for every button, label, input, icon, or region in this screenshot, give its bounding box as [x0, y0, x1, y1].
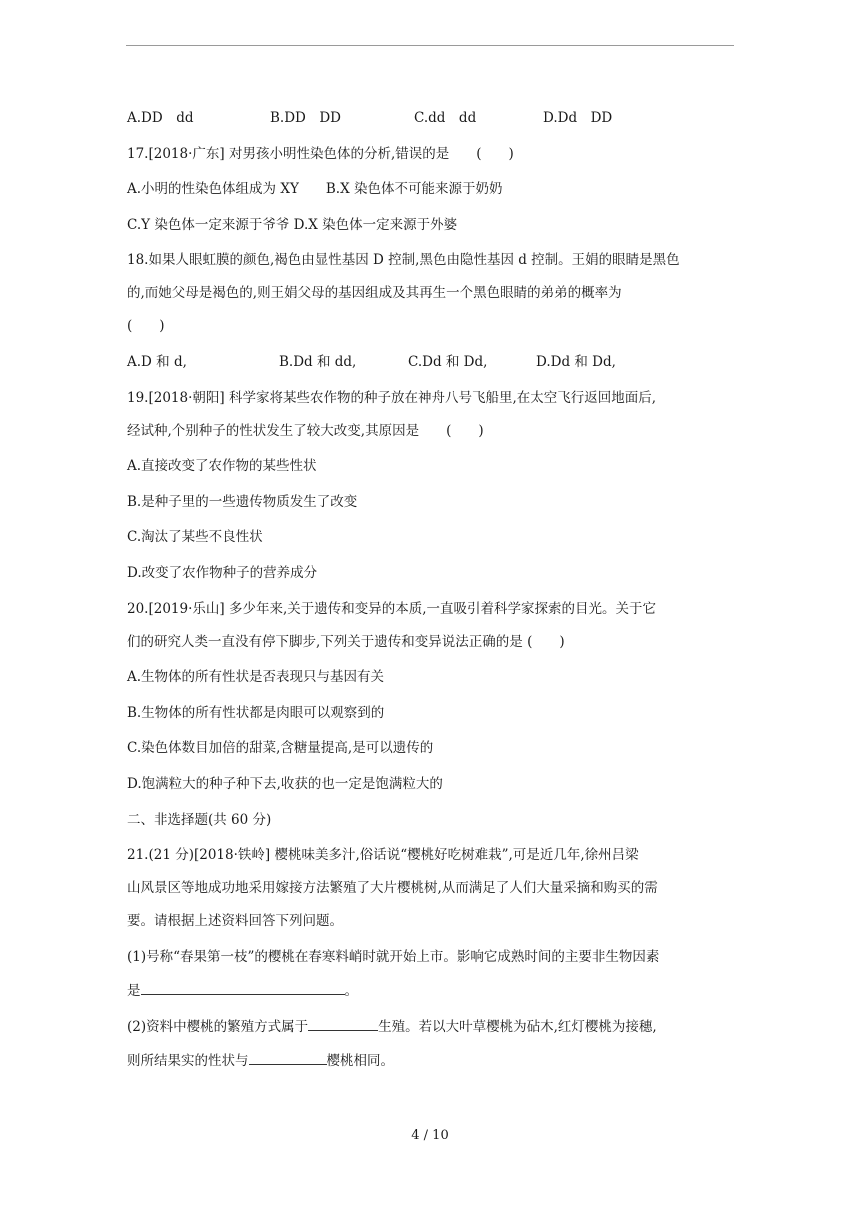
q17-options-row1: A.小明的性染色体组成为 XY B.X 染色体不可能来源于奶奶 [127, 181, 503, 198]
q21-part2-line1 [127, 1016, 737, 1037]
q21-line1: 21.(21 分)[2018·铁岭] 樱桃味美多汁,俗话说“樱桃好吃树难栽”,可是近几年,徐州吕梁 [127, 847, 639, 864]
q19-option-d: D.改变了农作物种子的营养成分 [127, 564, 318, 581]
q20-line2: 们的研究人类一直没有停下脚步,下列关于遗传和变异说法正确的是 ( ) [127, 633, 565, 650]
q18-line3: ( ) [127, 318, 165, 335]
q20-line1: 20.[2019·乐山] 多少年来,关于遗传和变异的本质,一直吸引着科学家探索的目光。关于它 [127, 600, 657, 617]
page-content [127, 108, 737, 1087]
part2-mid: 生殖。若以大叶草樱桃为砧木,红灯樱桃为接穗, [378, 1019, 657, 1036]
answer-blank-2[interactable] [308, 1016, 378, 1031]
q20-option-b: B.生物体的所有性状都是肉眼可以观察到的 [127, 704, 385, 721]
q20-option-d: D.饱满粒大的种子种下去,收获的也一定是饱满粒大的 [127, 775, 443, 792]
q18-line2: 的,而她父母是褐色的,则王娟父母的基因组成及其再生一个黑色眼睛的弟弟的概率为 [127, 285, 622, 302]
q19-line1: 19.[2018·朝阳] 科学家将某些农作物的种子放在神舟八号飞船里,在太空飞行返回地面后, [127, 389, 657, 406]
q20-option-c: C.染色体数目加倍的甜菜,含糖量提高,是可以遗传的 [127, 740, 434, 757]
q16-options [127, 108, 737, 128]
q17-stem: 17.[2018·广东] 对男孩小明性染色体的分析,错误的是 ( ) [127, 145, 514, 162]
q21-part1-line1: (1)号称“春果第一枝”的樱桃在春寒料峭时就开始上市。影响它成熟时间的主要非生物因素 [127, 948, 660, 965]
part1-suffix: 。 [344, 982, 358, 999]
q19-option-c: C.淘汰了某些不良性状 [127, 529, 263, 546]
page-number: 4 / 10 [411, 1128, 449, 1143]
q20-option-a: A.生物体的所有性状是否表现只与基因有关 [127, 669, 385, 686]
part1-prefix: 是 [127, 982, 141, 999]
q21-part1-line2 [127, 980, 737, 1001]
option-a: A.DD dd [127, 110, 194, 126]
option-d: D.Dd DD [543, 110, 613, 126]
option-c: C.dd dd [414, 110, 477, 126]
q18-options [127, 352, 737, 372]
q19-option-a: A.直接改变了农作物的某些性状 [127, 458, 317, 475]
option-b: B.Dd 和 dd, [279, 353, 357, 370]
part2-prefix: (2)资料中樱桃的繁殖方式属于 [127, 1019, 309, 1036]
section-heading: 二、非选择题(共 60 分) [127, 811, 272, 828]
q19-line2: 经试种,个别种子的性状发生了较大改变,其原因是 ( ) [127, 422, 484, 439]
option-d: D.Dd 和 Dd, [536, 353, 616, 370]
part2-line2-suffix: 樱桃相同。 [326, 1053, 394, 1070]
option-a: A.D 和 d, [127, 353, 187, 370]
q17-options-row2: C.Y 染色体一定来源于爷爷 D.X 染色体一定来源于外婆 [127, 216, 458, 233]
option-b: B.DD DD [270, 110, 342, 126]
answer-blank-1[interactable] [141, 980, 345, 995]
option-c: C.Dd 和 Dd, [408, 353, 488, 370]
q21-line3: 要。请根据上述资料回答下列问题。 [127, 913, 343, 930]
q21-part2-line2 [127, 1050, 737, 1071]
header-rule [126, 45, 734, 46]
answer-blank-3[interactable] [249, 1050, 327, 1065]
q19-option-b: B.是种子里的一些遗传物质发生了改变 [127, 493, 358, 510]
part2-line2-prefix: 则所结果实的性状与 [127, 1053, 249, 1070]
q21-line2: 山风景区等地成功地采用嫁接方法繁殖了大片樱桃树,从而满足了人们大量采摘和购买的需 [127, 880, 658, 897]
q18-line1: 18.如果人眼虹膜的颜色,褐色由显性基因 D 控制,黑色由隐性基因 d 控制。王娟的眼睛是黑色 [127, 252, 680, 269]
